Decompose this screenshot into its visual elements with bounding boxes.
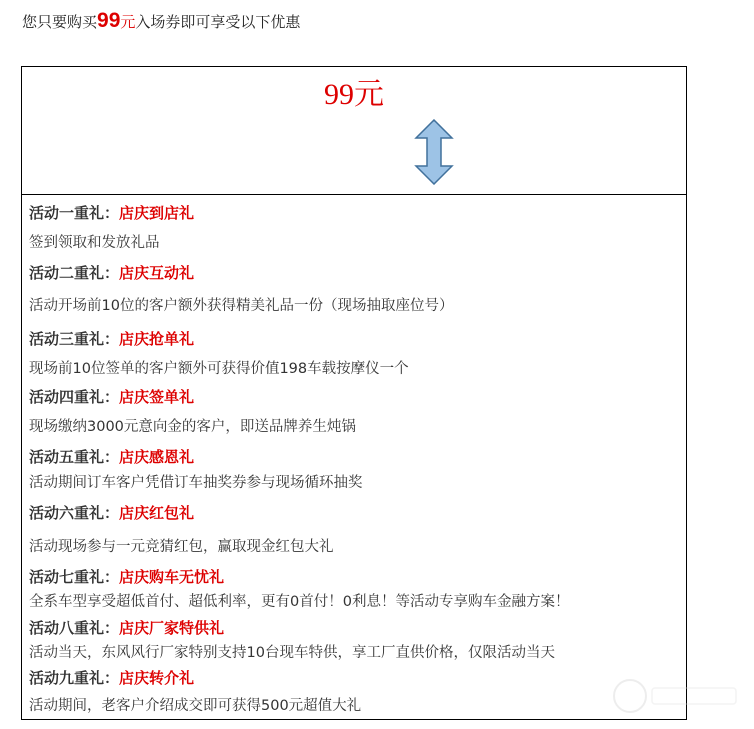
- activity-9-desc: 活动期间，老客户介绍成交即可获得500元超值大礼: [29, 698, 362, 714]
- promo-table: [21, 66, 687, 720]
- activity-2-desc: 活动开场前10位的客户额外获得精美礼品一份（现场抽取座位号）: [29, 298, 454, 314]
- activity-7-title: 活动七重礼：店庆购车无忧礼: [29, 568, 225, 586]
- heading-prefix: 您只要购买: [22, 13, 98, 31]
- promo-heading: [22, 8, 300, 35]
- ticket-price: 99元: [324, 78, 384, 111]
- watermark-logo-icon: [610, 676, 740, 716]
- activity-8-title: 活动八重礼：店庆厂家特供礼: [29, 619, 225, 637]
- activity-3-desc: 现场前10位签单的客户额外可获得价值198车载按摩仪一个: [29, 361, 409, 377]
- double-vertical-arrow-icon: [414, 119, 454, 185]
- activity-9-title: 活动九重礼：店庆转介礼: [29, 669, 195, 687]
- activity-6-title: 活动六重礼：店庆红包礼: [29, 504, 195, 522]
- price-cell: [22, 67, 686, 195]
- activity-1-desc: 签到领取和发放礼品: [29, 235, 160, 251]
- heading-price-number: 99: [97, 9, 121, 32]
- activity-3-title: 活动三重礼：店庆抢单礼: [29, 330, 195, 348]
- activity-6-desc: 活动现场参与一元竞猜红包，赢取现金红包大礼: [29, 539, 334, 555]
- activity-4-title: 活动四重礼：店庆签单礼: [29, 388, 195, 406]
- heading-suffix: 入场券即可享受以下优惠: [135, 13, 301, 31]
- activity-2-title: 活动二重礼：店庆互动礼: [29, 264, 195, 282]
- activity-5-desc: 活动期间订车客户凭借订车抽奖券参与现场循环抽奖: [29, 475, 363, 491]
- activity-7-desc: 全系车型享受超低首付、超低利率，更有0首付！0利息！等活动专享购车金融方案！: [29, 594, 570, 610]
- activity-5-title: 活动五重礼：店庆感恩礼: [29, 448, 195, 466]
- activity-4-desc: 现场缴纳3000元意向金的客户，即送品牌养生炖锅: [29, 419, 356, 435]
- activity-8-desc: 活动当天，东风风行厂家特别支持10台现车特供，享工厂直供价格，仅限活动当天: [29, 645, 555, 661]
- activity-1-title: 活动一重礼：店庆到店礼: [29, 204, 195, 222]
- heading-price-unit: 元: [120, 13, 136, 31]
